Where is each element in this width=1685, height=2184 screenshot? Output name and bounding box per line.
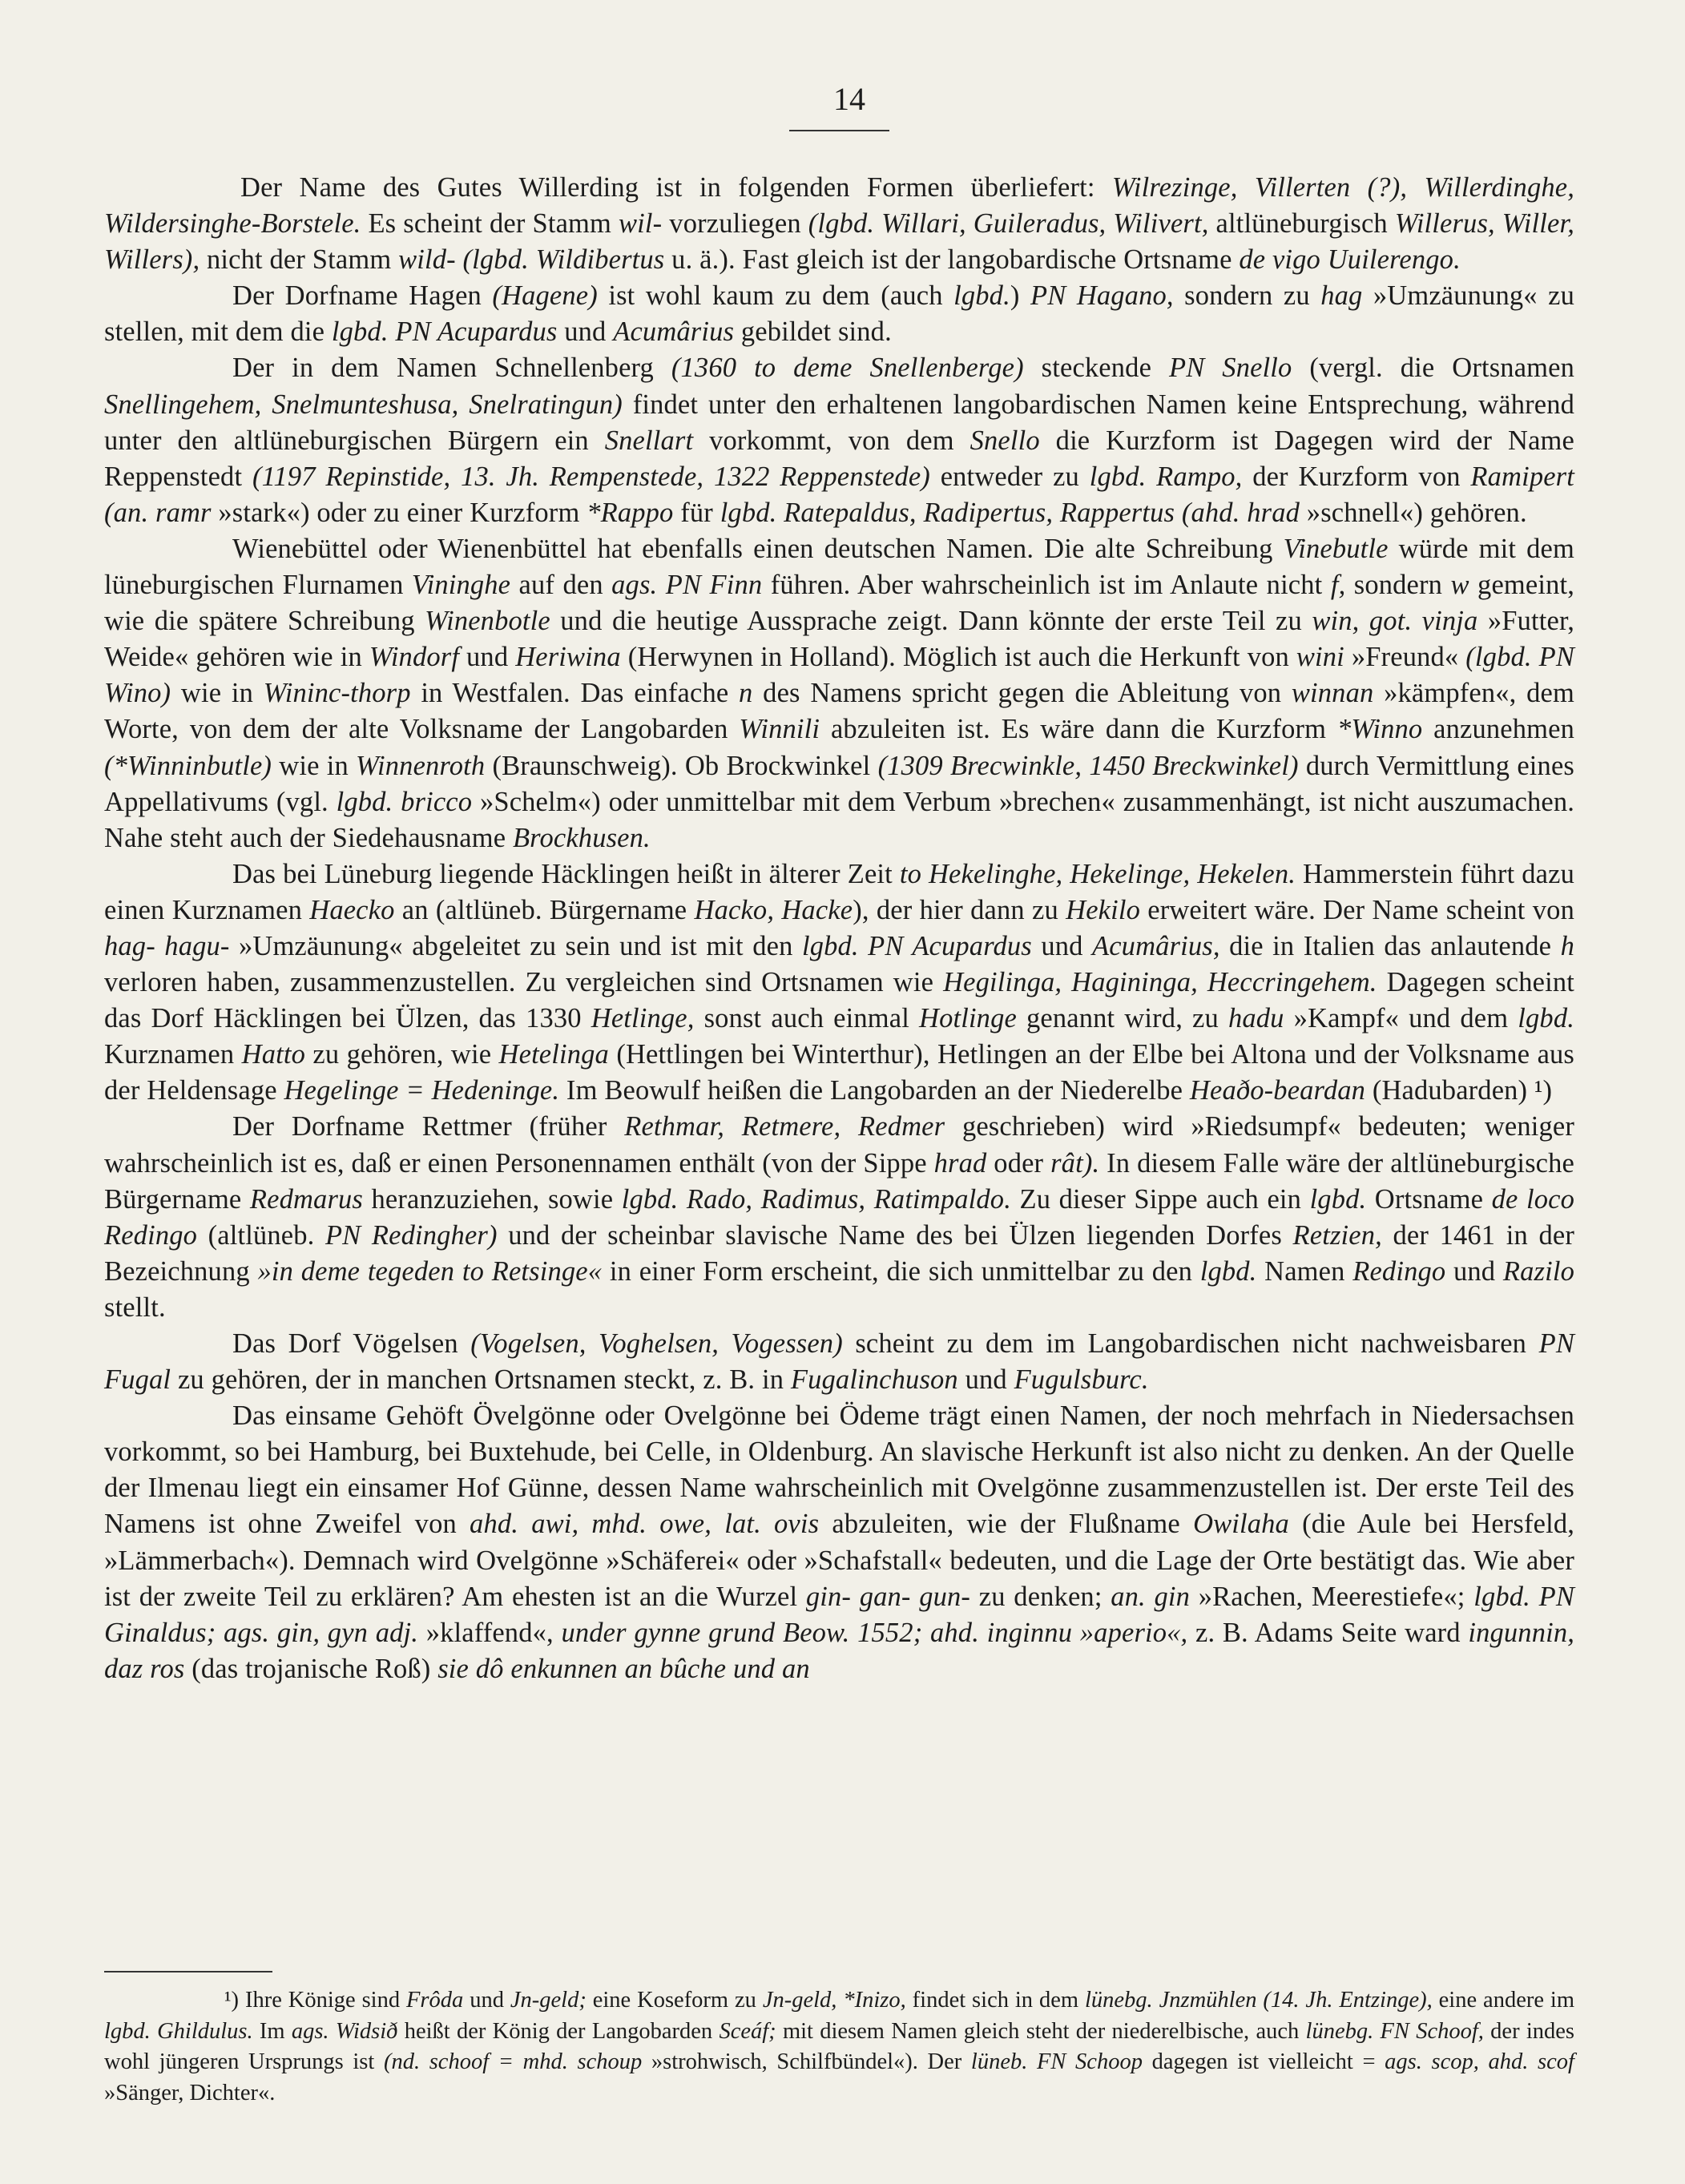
italic-text-run: lünebg. Jnzmühlen (14. Jh. Entzinge), <box>1084 1988 1433 2013</box>
text-run: »Umzäunung« abgeleitet zu sein und ist mit den <box>229 930 802 961</box>
italic-text-run: Hegelinge = Hedeninge. <box>284 1075 560 1106</box>
italic-text-run: under gynne grund Beow. 1552; ahd. inginnu <box>561 1617 1073 1648</box>
italic-text-run: lgbd. <box>953 280 1010 312</box>
footnote-rule <box>104 1971 272 1972</box>
text-run: und <box>957 1364 1014 1396</box>
text-run: und <box>1445 1255 1503 1287</box>
text-run: Kurznamen <box>104 1039 242 1070</box>
italic-text-run: de loco Redingo <box>104 1183 1574 1251</box>
italic-text-run: Hekilo <box>1066 894 1141 925</box>
text-run: vorzuliegen <box>662 208 808 240</box>
italic-text-run: Redingo <box>1352 1255 1446 1287</box>
text-run: Der Dorfname Hagen <box>232 280 493 312</box>
text-run <box>1072 1618 1080 1648</box>
text-run: Das einsame Gehöft Övelgönne oder Ovelgönne bei Ödeme trägt einen Namen, der noch mehrfach in Niedersachsen vorkommt, so bei Hamburg, bei Buxtehude, bei Celle, in Oldenburg. An slavische Herkunft ist also nicht zu denken. An der Quelle der Ilmenau liegt ein einsamer Hof Günne, dessen Name wahrscheinlich mit Ovelgönne zusammenzustellen ist. Der erste Teil des Namens ist ohne Zweifel von <box>104 1400 1574 1540</box>
italic-text-run: lgbd. Ratepaldus, Radipertus, Rappertus (ahd. hrad <box>720 497 1300 528</box>
italic-text-run: wil- <box>619 208 663 240</box>
italic-text-run: lgbd. <box>1309 1183 1367 1215</box>
paragraph <box>104 1109 1574 1326</box>
italic-text-run: lgbd. <box>1199 1255 1257 1287</box>
text-run: die in Italien das anlautende <box>1219 930 1561 961</box>
text-run: sonst auch einmal <box>694 1003 920 1034</box>
italic-text-run: Acumârius, <box>1092 930 1220 961</box>
text-run: und <box>463 1988 510 2013</box>
italic-text-run: Acumârius <box>613 316 735 348</box>
italic-text-run: ags. PN Finn <box>611 570 763 601</box>
italic-text-run: gin- gan- gun- <box>805 1581 971 1612</box>
text-run: zu denken; <box>970 1581 1111 1612</box>
text-run: in einer Form erscheint, die sich unmittelbar zu den <box>602 1255 1200 1287</box>
italic-text-run: wild- (lgbd. Wildibertus <box>398 244 665 276</box>
italic-text-run: Heaðo-beardan <box>1189 1075 1366 1106</box>
italic-text-run: lgbd. PN Acupardus <box>331 316 558 348</box>
text-run: (Herwynen in Holland). Möglich ist auch die Herkunft von <box>620 642 1296 673</box>
text-run: der 1461 in der Bezeichnung <box>104 1219 1574 1287</box>
italic-text-run: Razilo <box>1502 1255 1574 1287</box>
text-run: die Kurzform ist Dagegen wird der Name Reppenstedt <box>104 425 1574 492</box>
text-run: dagegen ist vielleicht = <box>1142 2049 1385 2074</box>
italic-text-run: PN Fugal <box>104 1328 1574 1396</box>
text-run: Namen <box>1256 1255 1353 1287</box>
text-run: eine andere im <box>1432 1988 1574 2013</box>
text-run: »Kampf« und dem <box>1284 1003 1518 1034</box>
italic-text-run: Snellingehem, Snelmunteshusa, Snelratingun) <box>104 389 623 420</box>
italic-text-run: Sceáf; <box>719 2018 776 2044</box>
text-run: Der Dorfname Rettmer (früher <box>232 1111 625 1142</box>
italic-text-run: Willerus, Willer, Willers), <box>104 208 1574 276</box>
text-run: wie in <box>272 750 357 781</box>
text-run: abzuleiten ist. Es wäre dann die Kurzform <box>820 714 1337 745</box>
italic-text-run: de vigo Uuilerengo. <box>1239 244 1461 276</box>
text-run: Im <box>252 2018 292 2044</box>
italic-text-run: lünebg. FN Schoof, <box>1305 2018 1484 2044</box>
text-run: Hammerstein führt dazu einen Kurznamen <box>104 858 1574 925</box>
italic-text-run: (nd. schoof = mhd. schoup <box>383 2049 643 2074</box>
text-run: anzunehmen <box>1422 714 1574 745</box>
italic-text-run: Haecko <box>309 894 395 925</box>
text-run: der indes wohl jüngeren Ursprungs ist <box>104 2018 1574 2074</box>
text-run: (Hettlingen bei Winterthur), Hetlingen an der Elbe bei Altona und der Volksname aus der Heldensage <box>104 1039 1575 1106</box>
italic-text-run: (1197 Repinstide, 13. Jh. Rempenstede, 1322 Reppenstede) <box>252 461 930 492</box>
italic-text-run: lgbd. Ghildulus. <box>104 2018 253 2044</box>
text-run: ) <box>1010 280 1030 312</box>
text-run: zu gehören, wie <box>305 1039 499 1070</box>
text-run: erweitert wäre. Der Name scheint von <box>1140 894 1574 925</box>
page-number: 14 <box>833 81 865 117</box>
italic-text-run: Vinebutle <box>1283 533 1389 564</box>
text-run: »Umzäunung« zu stellen, mit dem die <box>104 280 1574 348</box>
italic-text-run: hrad <box>933 1147 987 1179</box>
text-run: zu gehören, der in manchen Ortsnamen steckt, z. B. in <box>171 1364 791 1396</box>
text-run: in Westfalen. Das einfache <box>410 678 740 709</box>
italic-text-run: lgbd. PN Ginaldus; ags. gin, gyn adj. <box>104 1581 1574 1648</box>
text-run: der Kurzform von <box>1242 461 1471 492</box>
text-run: und die heutige Aussprache zeigt. Dann könnte der erste Teil zu <box>550 606 1312 637</box>
text-run: u. ä.). Fast gleich ist der langobardische Ortsname <box>664 244 1240 276</box>
text-run: und <box>459 642 516 673</box>
text-run: verloren haben, zusammenzustellen. Zu vergleichen sind Ortsnamen wie <box>104 967 944 998</box>
text-run: Dagegen scheint das Dorf Häcklingen bei Ülzen, das 1330 <box>104 967 1574 1034</box>
text-run: sondern zu <box>1173 280 1321 312</box>
italic-text-run: lgbd. Rado, Radimus, Ratimpaldo. <box>621 1183 1011 1215</box>
text-run: abzuleiten, wie der Flußname <box>819 1509 1194 1540</box>
text-run: »kämpfen«, dem Worte, von dem der alte Volksname der Langobarden <box>104 678 1574 745</box>
text-run: Ortsname <box>1366 1183 1492 1215</box>
paragraph <box>104 531 1574 856</box>
italic-text-run: ags. scop, ahd. scof <box>1385 2049 1574 2074</box>
text-run: »Futter, Weide« gehören wie in <box>104 606 1574 673</box>
italic-text-run: Brockhusen. <box>512 822 651 853</box>
text-run: ¹) Ihre Könige sind <box>224 1988 407 2013</box>
italic-text-run: Frôda <box>406 1988 464 2013</box>
text-run: Es scheint der Stamm <box>361 208 619 240</box>
italic-text-run: Hegilinga, Hagininga, Heccringehem. <box>943 967 1377 998</box>
text-run: Der in dem Namen Schnellenberg <box>232 353 671 384</box>
italic-text-run: Rethmar, Retmere, Redmer <box>624 1111 945 1142</box>
italic-text-run: w <box>1450 570 1469 601</box>
italic-text-run: winnan <box>1291 678 1374 709</box>
text-run: wie in <box>171 678 264 709</box>
text-run: »schnell«) gehören. <box>1300 497 1527 528</box>
text-run: (altlüneb. <box>197 1219 325 1251</box>
italic-text-run: *Rappo <box>587 497 674 528</box>
italic-text-run: (Vogelsen, Voghelsen, Vogessen) <box>470 1328 843 1359</box>
italic-text-run: rât). <box>1050 1147 1100 1179</box>
italic-text-run: ags. Widsið <box>291 2018 398 2044</box>
paragraph <box>104 170 1574 278</box>
italic-text-run: lgbd. bricco <box>336 786 473 817</box>
text-run: Das Dorf Vögelsen <box>232 1328 471 1359</box>
italic-text-run: Wilrezinge, Villerten (?), Willerdinghe, Wildersinghe-Borstele. <box>104 172 1574 240</box>
italic-text-run: Fugalinchuson <box>790 1364 958 1396</box>
paragraph <box>104 278 1574 350</box>
italic-text-run: Hetlinge, <box>591 1003 695 1034</box>
italic-text-run: (lgbd. PN Wino) <box>104 642 1574 709</box>
italic-text-run: Jn-geld; <box>510 1988 587 2013</box>
italic-text-run: ingunnin, daz ros <box>104 1617 1575 1684</box>
italic-text-run: Jn-geld, *Inizo, <box>762 1988 906 2013</box>
text-run: ist wohl kaum zu dem (auch <box>597 280 954 312</box>
paragraph <box>104 1326 1574 1398</box>
text-run: »klaffend«, <box>418 1617 562 1648</box>
text-run: »Rachen, Meerestiefe«; <box>1190 1581 1474 1612</box>
italic-text-run: Hacko, Hacke <box>694 894 853 925</box>
text-run: gebildet sind. <box>734 316 892 348</box>
italic-text-run: (*Winninbutle) <box>104 750 272 781</box>
text-run: für <box>673 497 720 528</box>
italic-text-run: PN Snello <box>1168 353 1292 384</box>
text-run: Wienebüttel oder Wienenbüttel hat ebenfalls einen deutschen Namen. Die alte Schreibung <box>232 533 1284 564</box>
text-run: Im Beowulf heißen die Langobarden an der Niederelbe <box>559 1075 1190 1106</box>
text-run: steckende <box>1023 353 1169 384</box>
text-run: oder <box>986 1147 1051 1179</box>
text-run: z. B. Adams Seite ward <box>1187 1617 1469 1648</box>
text-run: stellt. <box>104 1291 166 1323</box>
text-run: findet unter den erhaltenen langobardischen Namen keine Entsprechung, während unter den altlüneburgischen Bürgern ein <box>104 389 1574 456</box>
text-run: (Braunschweig). Ob Brockwinkel <box>485 750 878 781</box>
text-run: »Freund« <box>1344 642 1466 673</box>
italic-text-run: lgbd. <box>1518 1003 1574 1034</box>
italic-text-run: *Winno <box>1336 714 1423 745</box>
text-run: und <box>1031 930 1092 961</box>
text-run: auf den <box>510 570 612 601</box>
page-number-rule <box>789 130 889 131</box>
italic-text-run: Hotlinge <box>919 1003 1017 1034</box>
italic-text-run: sie dô enkunnen an bûche und an <box>437 1653 810 1684</box>
italic-text-run: an. gin <box>1111 1581 1191 1612</box>
paragraph <box>104 1398 1574 1687</box>
italic-text-run: Hetelinga <box>498 1039 609 1070</box>
italic-text-run: Snello <box>969 425 1040 456</box>
italic-text-run: Winnili <box>739 714 820 745</box>
italic-text-run: lgbd. PN Acupardus <box>801 930 1032 961</box>
text-run: und <box>557 316 614 348</box>
italic-text-run: n <box>739 678 753 709</box>
italic-text-run: PN Hagano, <box>1030 280 1174 312</box>
italic-text-run: Winenbotle <box>425 606 550 637</box>
italic-text-run: Fugulsburc. <box>1014 1364 1149 1396</box>
text-run: geschrieben) wird »Riedsumpf« bedeuten; weniger wahrscheinlich ist es, daß er einen Personennamen enthält (von der Sippe <box>104 1111 1574 1179</box>
italic-text-run: f, <box>1330 570 1346 601</box>
text-run: nicht der Stamm <box>200 244 399 276</box>
text-run: entweder zu <box>929 461 1090 492</box>
italic-text-run: to Hekelinghe, Hekelinge, Hekelen. <box>899 858 1296 889</box>
text-run: »Sänger, Dichter«. <box>104 2080 276 2105</box>
text-run: Das bei Lüneburg liegende Häcklingen heißt in älterer Zeit <box>232 858 900 889</box>
italic-text-run: »in deme tegeden to Retsinge« <box>257 1255 603 1287</box>
italic-text-run: Wininc-thorp <box>263 678 411 709</box>
text-run: findet sich in dem <box>905 1988 1085 2013</box>
text-run: (die Aule bei Hersfeld, »Lämmerbach«). Demnach wird Ovelgönne »Schäferei« oder »Schafstall« bedeuten, und die Lage der Orte bestätigt das. Wie aber ist der zweite Teil zu erklären? Am ehesten ist an die Wurzel <box>104 1509 1575 1612</box>
italic-text-run: (1309 Brecwinkle, 1450 Breckwinkel) <box>877 750 1299 781</box>
italic-text-run: hag <box>1320 280 1363 312</box>
footnote <box>104 1985 1574 2109</box>
text-run: Der Name des Gutes Willerding ist in folgenden Formen überliefert: <box>240 172 1112 203</box>
italic-text-run: Hatto <box>241 1039 305 1070</box>
text-run: (Hadubarden) ¹) <box>1365 1075 1553 1106</box>
body-text <box>104 170 1574 1687</box>
text-run: heißt der König der Langobarden <box>397 2018 720 2044</box>
italic-text-run: lüneb. FN Schoop <box>970 2049 1143 2074</box>
italic-text-run: PN Redingher) <box>325 1219 498 1251</box>
paragraph <box>104 350 1574 530</box>
italic-text-run: »aperio«, <box>1079 1617 1188 1648</box>
text-run: des Namens spricht gegen die Ableitung von <box>752 678 1292 709</box>
italic-text-run: lgbd. Rampo, <box>1089 461 1243 492</box>
text-run: (vergl. die Ortsnamen <box>1292 353 1575 384</box>
text-run: mit diesem Namen gleich steht der niederelbische, auch <box>776 2018 1306 2044</box>
text-run: und der scheinbar slavische Name des bei Ülzen liegenden Dorfes <box>497 1219 1293 1251</box>
italic-text-run: Windorf <box>369 642 460 673</box>
italic-text-run: ahd. awi, mhd. owe, lat. ovis <box>470 1509 820 1540</box>
text-run: altlüneburgisch <box>1208 208 1395 240</box>
text-run: führen. Aber wahrscheinlich ist im Anlaute nicht <box>762 570 1331 601</box>
text-run: »Schelm«) oder unmittelbar mit dem Verbum »brechen« zusammenhängt, ist nicht auszumachen. Nahe steht auch der Siedehausname <box>104 786 1575 853</box>
text-run: genannt wird, zu <box>1016 1003 1228 1034</box>
italic-text-run: (Hagene) <box>492 280 598 312</box>
footnotes <box>104 1985 1574 2109</box>
text-run: würde mit dem lüneburgischen Flurnamen <box>104 533 1574 601</box>
text-run: sondern <box>1345 570 1451 601</box>
text-run: eine Koseform zu <box>586 1988 763 2013</box>
paragraph <box>104 856 1574 1110</box>
text-run: (das trojanische Roß) <box>184 1653 438 1684</box>
italic-text-run: Owilaha <box>1193 1509 1289 1540</box>
text-run: In diesem Falle wäre der altlüneburgische Bürgername <box>104 1147 1574 1215</box>
text-run: heranzuziehen, sowie <box>363 1183 622 1215</box>
text-run: ), der hier dann zu <box>853 894 1066 925</box>
text-run: vorkommt, von dem <box>693 425 970 456</box>
text-run: »stark«) oder zu einer Kurzform <box>211 497 587 528</box>
text-run: Zu dieser Sippe auch ein <box>1010 1183 1310 1215</box>
text-run: scheint zu dem im Langobardischen nicht nachweisbaren <box>842 1328 1539 1359</box>
italic-text-run: Retzien, <box>1292 1219 1382 1251</box>
italic-text-run: wini <box>1296 642 1344 673</box>
text-run: an (altlüneb. Bürgername <box>394 894 695 925</box>
italic-text-run: Vininghe <box>411 570 511 601</box>
italic-text-run: h <box>1560 930 1574 961</box>
text-run: durch Vermittlung eines Appellativums (vgl. <box>104 750 1574 817</box>
italic-text-run: Snellart <box>604 425 694 456</box>
italic-text-run: (1360 to deme Snellenberge) <box>671 353 1024 384</box>
italic-text-run: win, got. vinja <box>1312 606 1478 637</box>
text-run: gemeint, wie die spätere Schreibung <box>104 570 1575 637</box>
italic-text-run: (lgbd. Willari, Guileradus, Wilivert, <box>808 208 1209 240</box>
italic-text-run: Winnenroth <box>356 750 486 781</box>
italic-text-run: Ramipert (an. ramr <box>104 461 1574 528</box>
italic-text-run: hag- hagu- <box>104 930 230 961</box>
text-run: »strohwisch, Schilfbündel«). Der <box>642 2049 971 2074</box>
italic-text-run: hadu <box>1227 1003 1284 1034</box>
italic-text-run: Redmarus <box>249 1183 364 1215</box>
italic-text-run: Heriwina <box>515 642 621 673</box>
